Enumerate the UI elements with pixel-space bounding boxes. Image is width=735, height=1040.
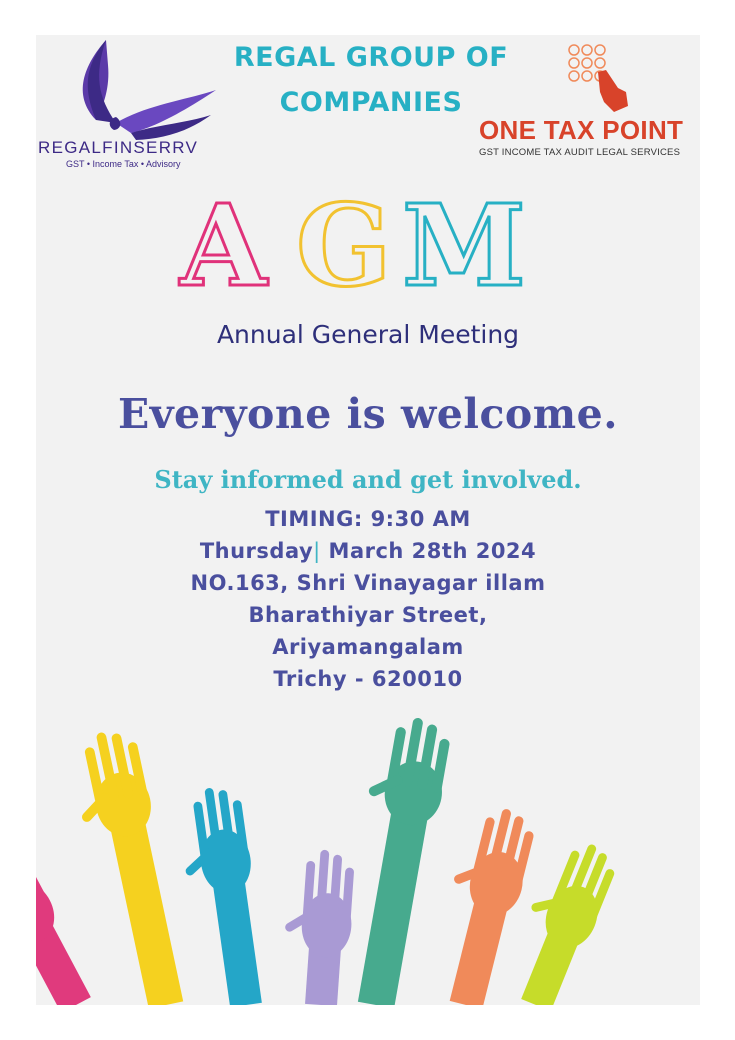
meeting-date: March 28th 2024 <box>328 539 537 563</box>
address-line-2: Bharathiyar Street, <box>248 603 488 627</box>
meeting-day: Thursday <box>199 539 314 563</box>
agm-headline <box>166 185 566 295</box>
raised-hands-icon <box>36 675 700 1005</box>
hand-shape <box>173 784 271 1005</box>
page-title: REGAL GROUP OF COMPANIES <box>233 42 509 118</box>
agm-poster <box>36 35 700 1005</box>
hand-shape <box>423 800 539 1005</box>
welcome-heading: Everyone is welcome. <box>117 390 619 438</box>
hand-shape <box>64 725 193 1005</box>
keypad-hand-icon <box>566 40 636 115</box>
agm-letter-m: M <box>402 185 526 295</box>
meeting-details <box>36 503 700 695</box>
meeting-date-line <box>36 535 700 567</box>
separator: | <box>313 539 321 563</box>
agm-letter-g: G <box>296 185 392 295</box>
hand-shape <box>496 831 622 1005</box>
stay-informed-tagline: Stay informed and get involved. <box>154 465 582 494</box>
address-line-3: Ariyamangalam <box>272 635 464 659</box>
agm-letter-a: A <box>180 185 267 295</box>
regal-logo-name: REGALFINSERRV <box>38 138 199 157</box>
agm-subtitle: Annual General Meeting <box>216 320 520 349</box>
address-line-4: Trichy - 620010 <box>273 667 463 691</box>
one-tax-point-tagline: GST INCOME TAX AUDIT LEGAL SERVICES <box>479 147 681 158</box>
address-line-1: NO.163, Shri Vinayagar illam <box>190 571 546 595</box>
hand-shape <box>331 711 455 1005</box>
regal-logo-tagline: GST • Income Tax • Advisory <box>66 159 181 169</box>
hand-shape <box>278 847 356 1005</box>
meeting-timing: TIMING: 9:30 AM <box>265 507 471 531</box>
hand-shape <box>36 834 99 1005</box>
one-tax-point-name: ONE TAX POINT <box>479 115 684 145</box>
